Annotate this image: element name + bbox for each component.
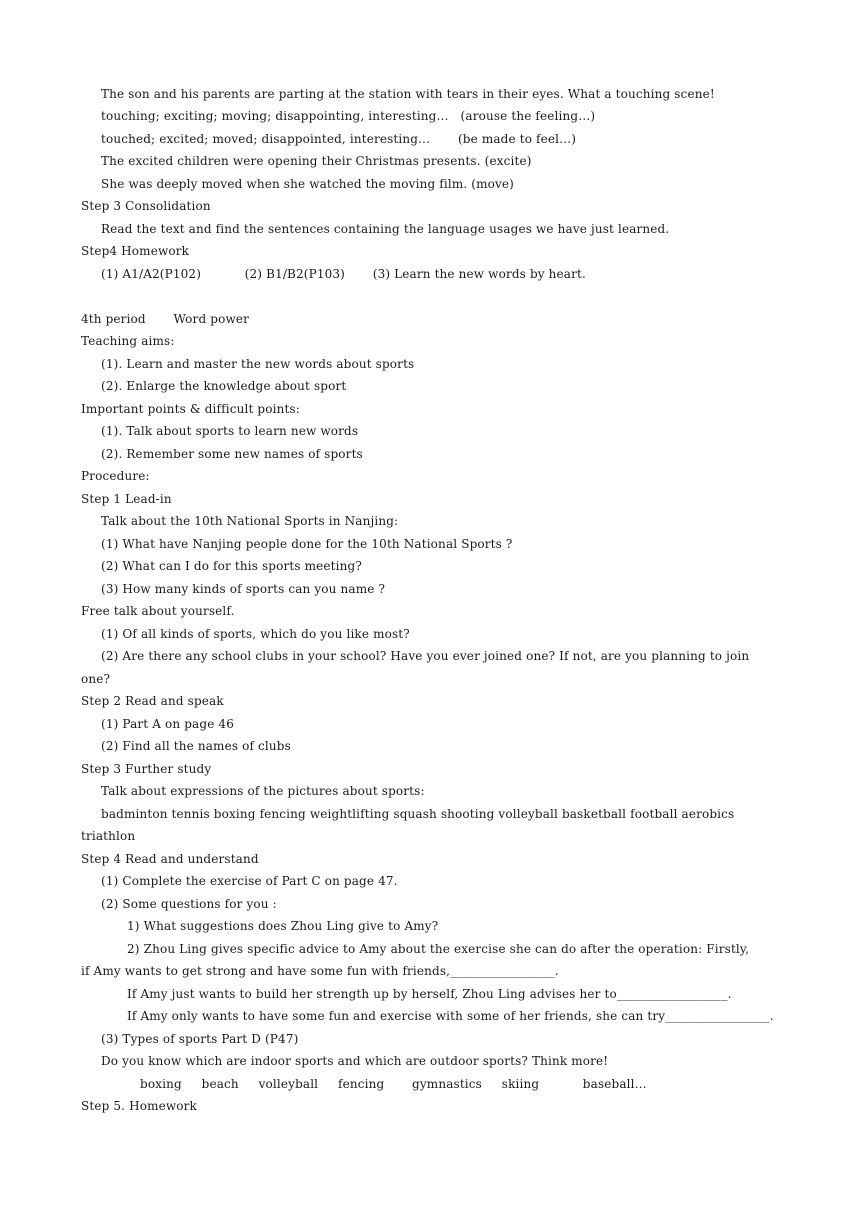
text-line: (2) Find all the names of clubs <box>101 739 291 753</box>
text-line: (1) Complete the exercise of Part C on page 47. <box>101 874 398 888</box>
text-line: (2) Some questions for you : <box>101 897 277 911</box>
text-line: (3) How many kinds of sports can you name ? <box>101 582 386 596</box>
text-line: (2). Enlarge the knowledge about sport <box>101 379 347 393</box>
section-heading: Teaching aims: <box>81 334 175 348</box>
text-line: (2) What can I do for this sports meeting? <box>101 559 362 573</box>
section-heading: Free talk about yourself. <box>81 604 235 618</box>
text-line: (1) Of all kinds of sports, which do you like most? <box>101 627 410 641</box>
text-line: Do you know which are indoor sports and which are outdoor sports? Think more! <box>101 1054 609 1068</box>
text-line: triathlon <box>81 829 136 843</box>
text-line: (1). Learn and master the new words about sports <box>101 357 415 371</box>
text-line: Talk about expressions of the pictures about sports: <box>101 784 425 798</box>
section-heading: Procedure: <box>81 469 150 483</box>
section-heading: Step 1 Lead-in <box>81 492 172 506</box>
text-line: 2) Zhou Ling gives specific advice to Amy about the exercise she can do after the operation: Firstly, <box>127 942 750 956</box>
text-line: If Amy just wants to build her strength up by herself, Zhou Ling advises her to__________________. <box>127 987 732 1001</box>
text-line: If Amy only wants to have some fun and exercise with some of her friends, she can try_________________. <box>127 1009 774 1023</box>
text-line: Talk about the 10th National Sports in Nanjing: <box>101 514 399 528</box>
text-line: boxing beach volleyball fencing gymnastics skiing baseball… <box>140 1077 647 1091</box>
text-line: The son and his parents are parting at the station with tears in their eyes. What a touching scene! <box>101 87 715 101</box>
text-line: (2) Are there any school clubs in your school? Have you ever joined one? If not, are you planning to join <box>101 649 750 663</box>
text-line: She was deeply moved when she watched the moving film. (move) <box>101 177 515 191</box>
text-line: touching; exciting; moving; disappointing, interesting… (arouse the feeling…) <box>101 109 596 123</box>
text-line: (1). Talk about sports to learn new words <box>101 424 359 438</box>
text-line: (1) What have Nanjing people done for the 10th National Sports ? <box>101 537 513 551</box>
section-heading: Important points & difficult points: <box>81 402 300 416</box>
text-line: touched; excited; moved; disappointed, interesting… (be made to feel…) <box>101 132 577 146</box>
section-heading: Step 5. Homework <box>81 1099 197 1113</box>
section-heading: Step 3 Further study <box>81 762 212 776</box>
text-line: The excited children were opening their Christmas presents. (excite) <box>101 154 532 168</box>
section-heading: Step 2 Read and speak <box>81 694 224 708</box>
text-line: (1) Part A on page 46 <box>101 717 234 731</box>
section-heading: Step 3 Consolidation <box>81 199 211 213</box>
section-heading: Step 4 Read and understand <box>81 852 259 866</box>
text-line: 1) What suggestions does Zhou Ling give to Amy? <box>127 919 439 933</box>
text-line: (3) Types of sports Part D (P47) <box>101 1032 299 1046</box>
text-line: (1) A1/A2(P102) (2) B1/B2(P103) (3) Learn the new words by heart. <box>101 267 586 281</box>
text-line: one? <box>81 672 111 686</box>
text-line: if Amy wants to get strong and have some fun with friends,_________________. <box>81 964 559 978</box>
section-heading: Step4 Homework <box>81 244 190 258</box>
text-line: Read the text and find the sentences containing the language usages we have just learned. <box>101 222 670 236</box>
text-line: badminton tennis boxing fencing weightlifting squash shooting volleyball basketball football aerobics <box>101 807 735 821</box>
period-heading: 4th period Word power <box>81 312 250 326</box>
text-line: (2). Remember some new names of sports <box>101 447 363 461</box>
